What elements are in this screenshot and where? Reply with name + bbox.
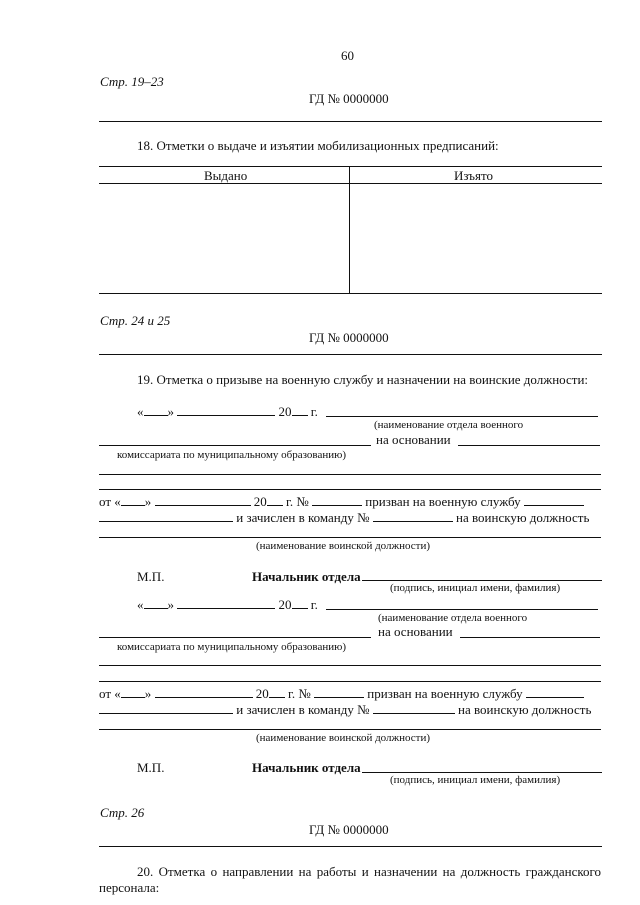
column-header-withdrawn: Изъято bbox=[454, 168, 494, 183]
basis-continuation-line[interactable] bbox=[99, 489, 601, 490]
order-month-field[interactable] bbox=[155, 494, 251, 506]
year-prefix: 20 bbox=[278, 597, 292, 612]
table-bottom-line bbox=[99, 293, 602, 294]
basis-line[interactable] bbox=[460, 637, 600, 638]
section-heading: 18. Отметки о выдаче и изъятии мобилизационных предписаний: bbox=[137, 138, 499, 153]
section-heading: 19. Отметка о призыве на военную службу и назначении на воинские должности: bbox=[137, 372, 589, 387]
team-line bbox=[99, 510, 589, 526]
section-heading-continued: персонала: bbox=[99, 880, 160, 895]
order-year-prefix: 20 bbox=[255, 686, 269, 701]
document-number: ГД № 0000000 bbox=[309, 822, 389, 837]
order-line bbox=[99, 494, 584, 510]
conscripted-label: призван на военную службу bbox=[365, 494, 521, 509]
position-name-line[interactable] bbox=[99, 537, 601, 538]
signature-line[interactable] bbox=[362, 580, 602, 581]
order-number-label: г. № bbox=[286, 494, 309, 509]
divider bbox=[99, 846, 602, 847]
month-field[interactable] bbox=[177, 597, 275, 609]
section-ref: Стр. 26 bbox=[100, 805, 145, 820]
page-number: 60 bbox=[341, 48, 354, 63]
order-year-field[interactable] bbox=[267, 494, 283, 506]
year-prefix: 20 bbox=[278, 404, 292, 419]
hint-position: (наименование воинской должности) bbox=[256, 540, 431, 552]
month-field[interactable] bbox=[177, 404, 275, 416]
basis-continuation-line[interactable] bbox=[99, 474, 601, 475]
order-number-label: г. № bbox=[288, 686, 311, 701]
office-name-line[interactable] bbox=[326, 609, 598, 610]
basis-continuation-line[interactable] bbox=[99, 665, 601, 666]
hint-signature: (подпись, инициал имени, фамилия) bbox=[390, 774, 561, 786]
divider bbox=[99, 354, 602, 355]
table-header-line bbox=[99, 183, 602, 184]
column-header-issued: Выдано bbox=[204, 168, 248, 183]
divider bbox=[99, 121, 602, 122]
from-open: от « bbox=[99, 686, 121, 701]
basis-label: на основании bbox=[378, 624, 453, 639]
quote-close: » bbox=[167, 404, 174, 419]
hint-office: (наименование отдела военного bbox=[378, 612, 528, 624]
from-close: » bbox=[144, 686, 152, 701]
section-heading: 20. Отметка о направлении на работы и назначении на должность гражданского bbox=[137, 864, 601, 879]
stamp-label: М.П. bbox=[137, 760, 165, 775]
order-day-field[interactable] bbox=[121, 494, 145, 506]
team-prefix-field[interactable] bbox=[99, 510, 233, 522]
enrolled-label: и зачислен в команду № bbox=[236, 510, 370, 525]
basis-line[interactable] bbox=[458, 445, 600, 446]
order-day-field[interactable] bbox=[121, 686, 145, 698]
position-to-label: на воинскую должность bbox=[456, 510, 590, 525]
position-name-line[interactable] bbox=[99, 729, 601, 730]
year-field[interactable] bbox=[292, 597, 308, 609]
day-field[interactable] bbox=[144, 404, 168, 416]
basis-continuation-line[interactable] bbox=[99, 681, 601, 682]
stamp-label: М.П. bbox=[137, 569, 165, 584]
hint-commissariat: комиссариата по муниципальному образованию) bbox=[117, 641, 347, 653]
document-number: ГД № 0000000 bbox=[309, 91, 389, 106]
day-field[interactable] bbox=[144, 597, 168, 609]
basis-label: на основании bbox=[376, 432, 451, 447]
year-field[interactable] bbox=[292, 404, 308, 416]
hint-signature: (подпись, инициал имени, фамилия) bbox=[390, 582, 561, 594]
order-month-field[interactable] bbox=[155, 686, 253, 698]
date-line bbox=[137, 404, 318, 420]
quote-close: » bbox=[167, 597, 174, 612]
document-number: ГД № 0000000 bbox=[309, 330, 389, 345]
section-ref: Стр. 24 и 25 bbox=[100, 313, 171, 328]
signature-line[interactable] bbox=[362, 772, 602, 773]
order-number-field[interactable] bbox=[312, 494, 362, 506]
quote-open: « bbox=[137, 597, 144, 612]
team-number-field[interactable] bbox=[373, 510, 453, 522]
conscripted-label: призван на военную службу bbox=[367, 686, 523, 701]
team-prefix-field[interactable] bbox=[99, 702, 233, 714]
quote-open: « bbox=[137, 404, 144, 419]
chief-label: Начальник отдела bbox=[252, 760, 361, 775]
order-number-field[interactable] bbox=[314, 686, 364, 698]
table-top-line bbox=[99, 166, 602, 167]
office-name-line[interactable] bbox=[99, 637, 371, 638]
from-close: » bbox=[144, 494, 152, 509]
order-year-prefix: 20 bbox=[253, 494, 267, 509]
office-name-line[interactable] bbox=[99, 445, 371, 446]
hint-office: (наименование отдела военного bbox=[374, 419, 524, 431]
position-to-label: на воинскую должность bbox=[458, 702, 592, 717]
team-line bbox=[99, 702, 591, 718]
order-line bbox=[99, 686, 584, 702]
year-suffix: г. bbox=[310, 404, 318, 419]
from-open: от « bbox=[99, 494, 121, 509]
table-column-divider bbox=[349, 166, 350, 293]
order-year-field[interactable] bbox=[269, 686, 285, 698]
enrolled-label: и зачислен в команду № bbox=[236, 702, 370, 717]
section-ref: Стр. 19–23 bbox=[100, 74, 164, 89]
chief-label: Начальник отдела bbox=[252, 569, 361, 584]
date-line bbox=[137, 597, 318, 613]
hint-position: (наименование воинской должности) bbox=[256, 732, 431, 744]
hint-commissariat: комиссариата по муниципальному образованию) bbox=[117, 449, 347, 461]
office-name-line[interactable] bbox=[326, 416, 598, 417]
service-field[interactable] bbox=[524, 494, 584, 506]
team-number-field[interactable] bbox=[373, 702, 455, 714]
service-field[interactable] bbox=[526, 686, 584, 698]
year-suffix: г. bbox=[310, 597, 318, 612]
